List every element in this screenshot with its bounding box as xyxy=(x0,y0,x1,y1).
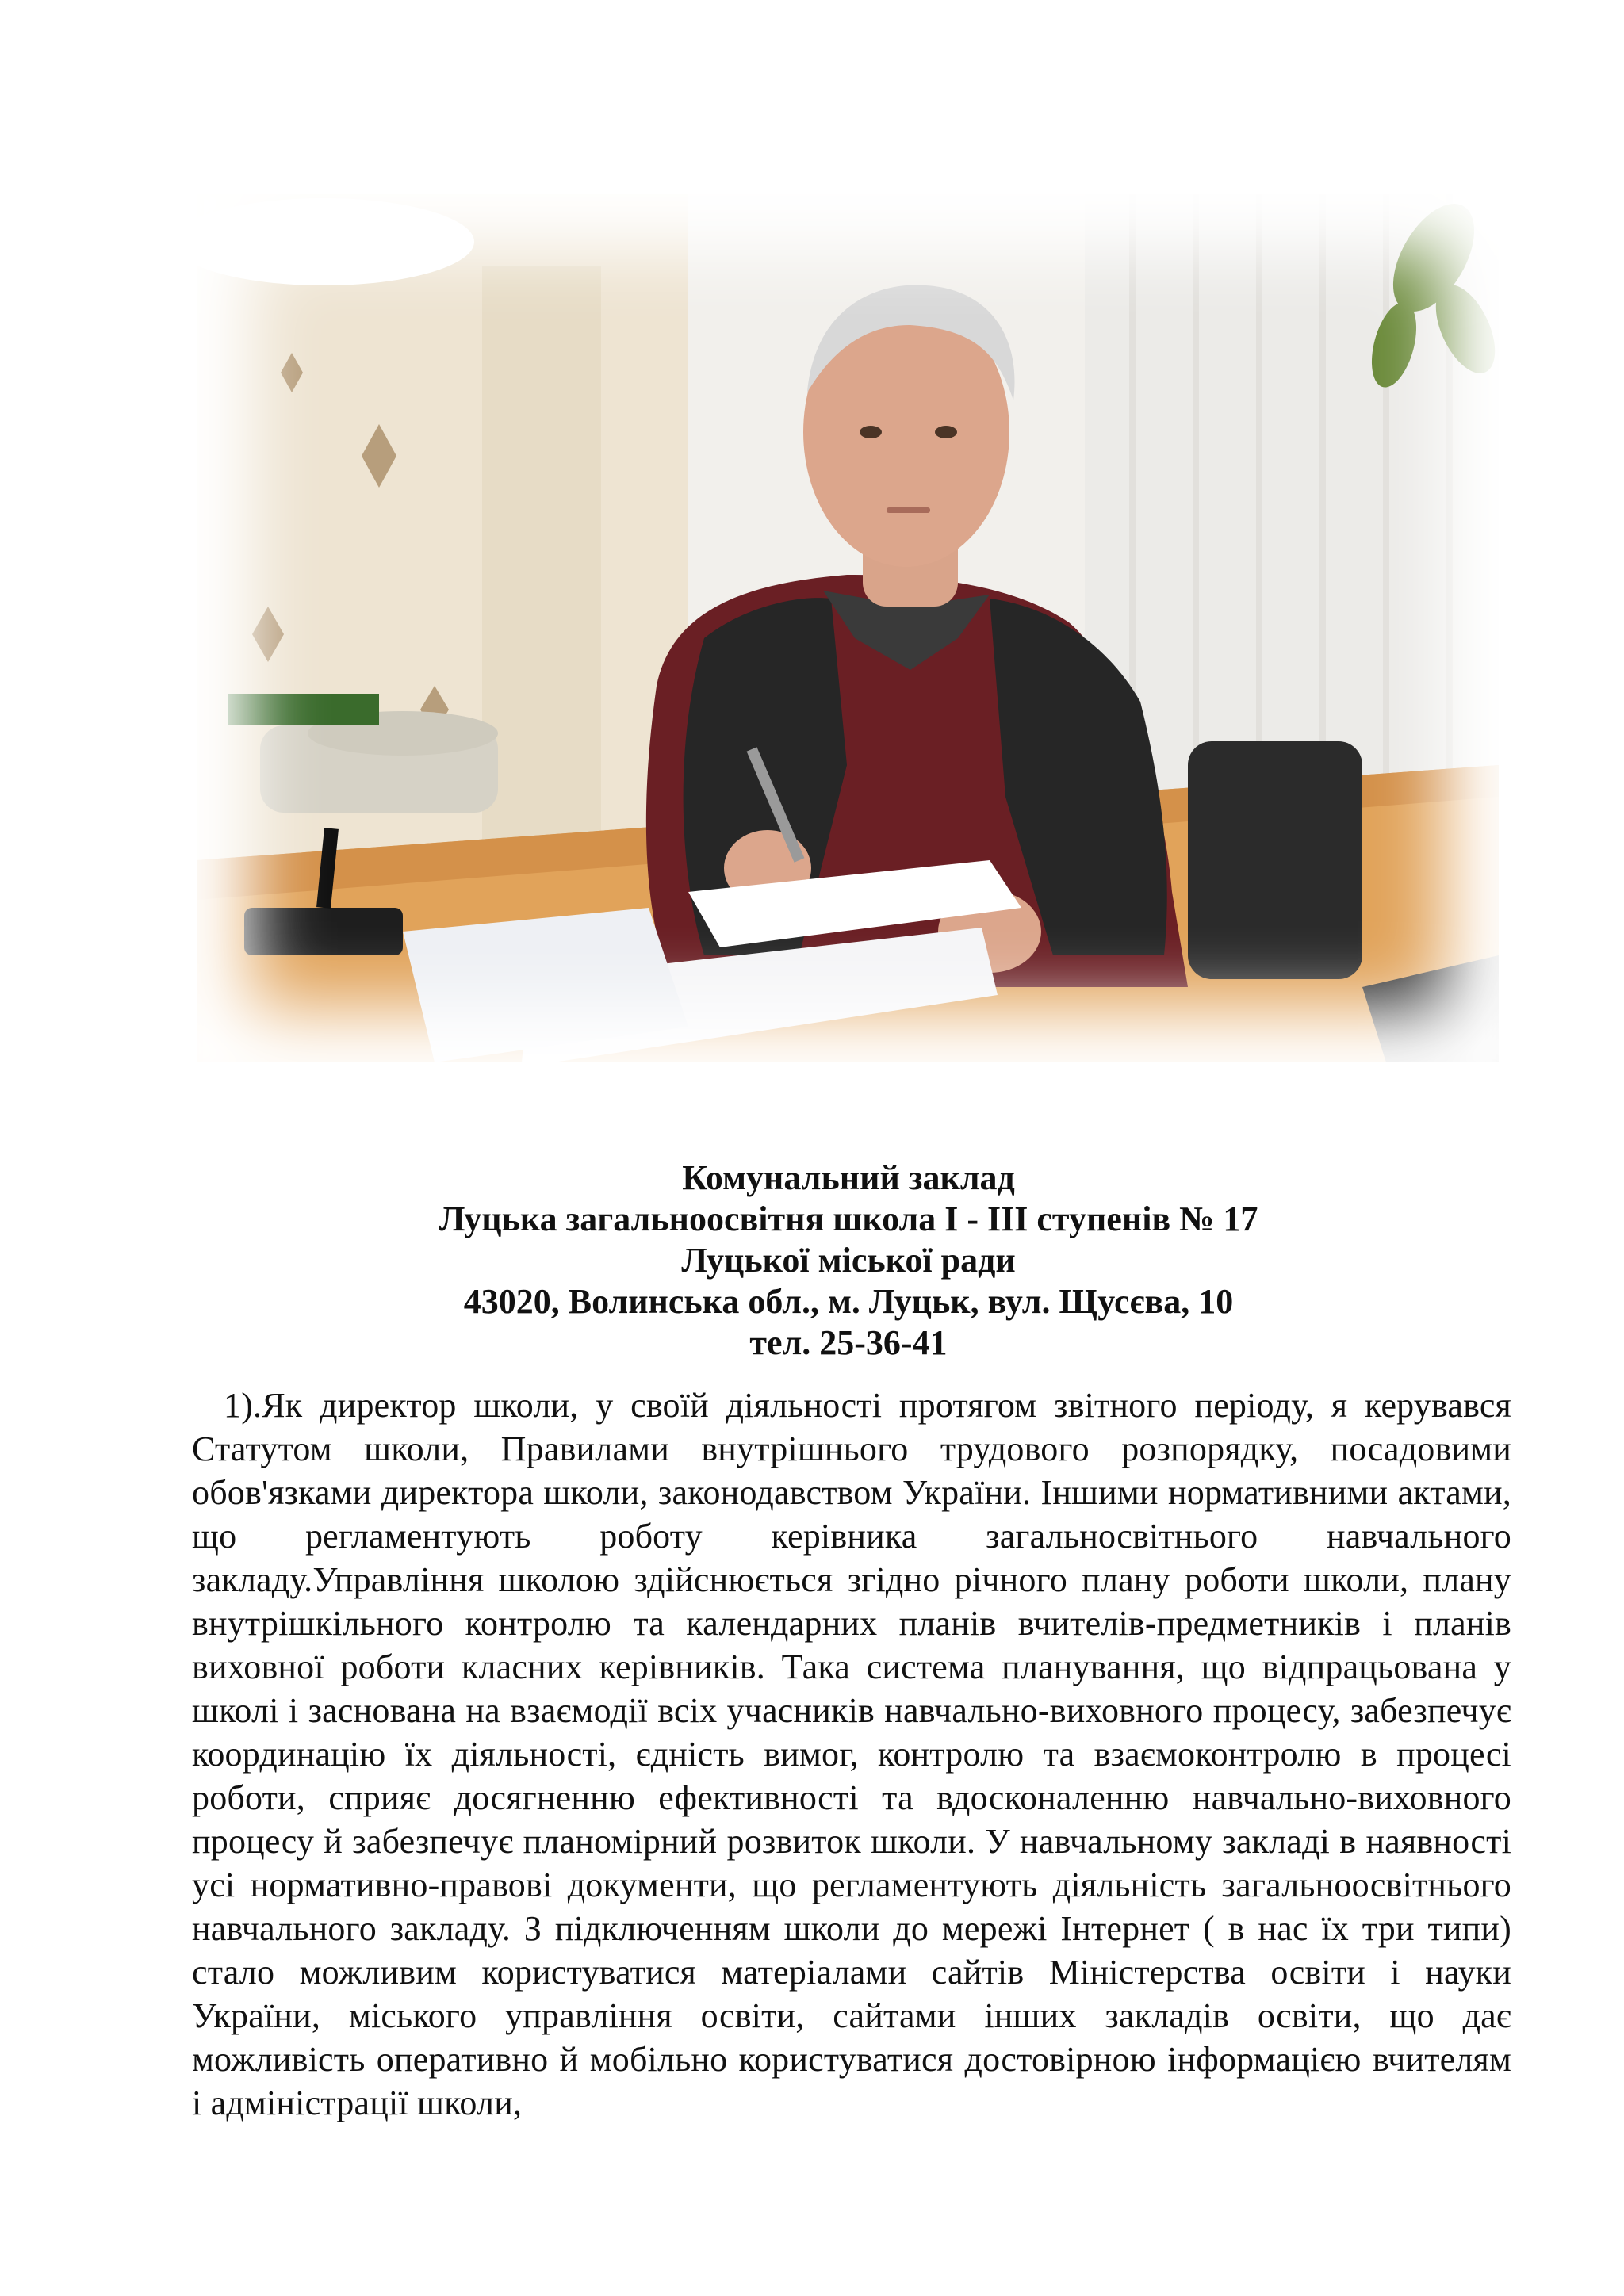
director-photo-icon xyxy=(197,194,1499,1062)
header-line-council: Луцької міської ради xyxy=(681,1241,1016,1280)
director-photo xyxy=(197,194,1499,1062)
report-paragraph: 1).Як директор школи, у своїй діяльності протягом звітного періоду, я керувався Статутом школи, Правилами внутрішнього трудового розпорядку, посадовими обов'язками директора школи, законодавством України. Іншими нормативними актами, що регламентують роботу керівника загальносвітнього навчального закладу.Управління школою здійснюється згідно річного плану роботи школи, плану внутрішкільного контролю та календарних планів вчителів-предметників і планів виховної роботи класних керівників. Така система планування, що відпрацьована у школі і заснована на взаємодії всіх учасників навчально-виховного процесу, забезпечує координацію їх діяльності, єдність вимог, контролю та взаємоконтролю в процесі роботи, сприяє досягненню ефективності та вдосконаленню навчально-виховного процесу й забезпечує планомірний розвиток школи. У навчальному закладі в наявності усі нормативно-правові документи, що регламентують діяльність загальноосвітнього навчального закладу. З підключенням школи до мережі Інтернет ( в нас їх три типи) стало можливим користуватися матеріалами сайтів Міністерства освіти і науки України, міського управління освіти, сайтами інших закладів освіти, що дає можливість оперативно й мобільно користуватися достовірною інформацією вчителям і адміністрації школи, xyxy=(192,1386,1511,2122)
header-line-school-name: Луцька загальноосвітня школа І - ІІІ ступенів № 17 xyxy=(439,1200,1258,1238)
document-header xyxy=(190,1158,1507,1364)
header-line-institution: Комунальний заклад xyxy=(682,1158,1015,1197)
header-line-address: 43020, Волинська обл., м. Луцьк, вул. Щусєва, 10 xyxy=(463,1282,1234,1321)
header-line-phone: тел. 25-36-41 xyxy=(749,1323,948,1362)
